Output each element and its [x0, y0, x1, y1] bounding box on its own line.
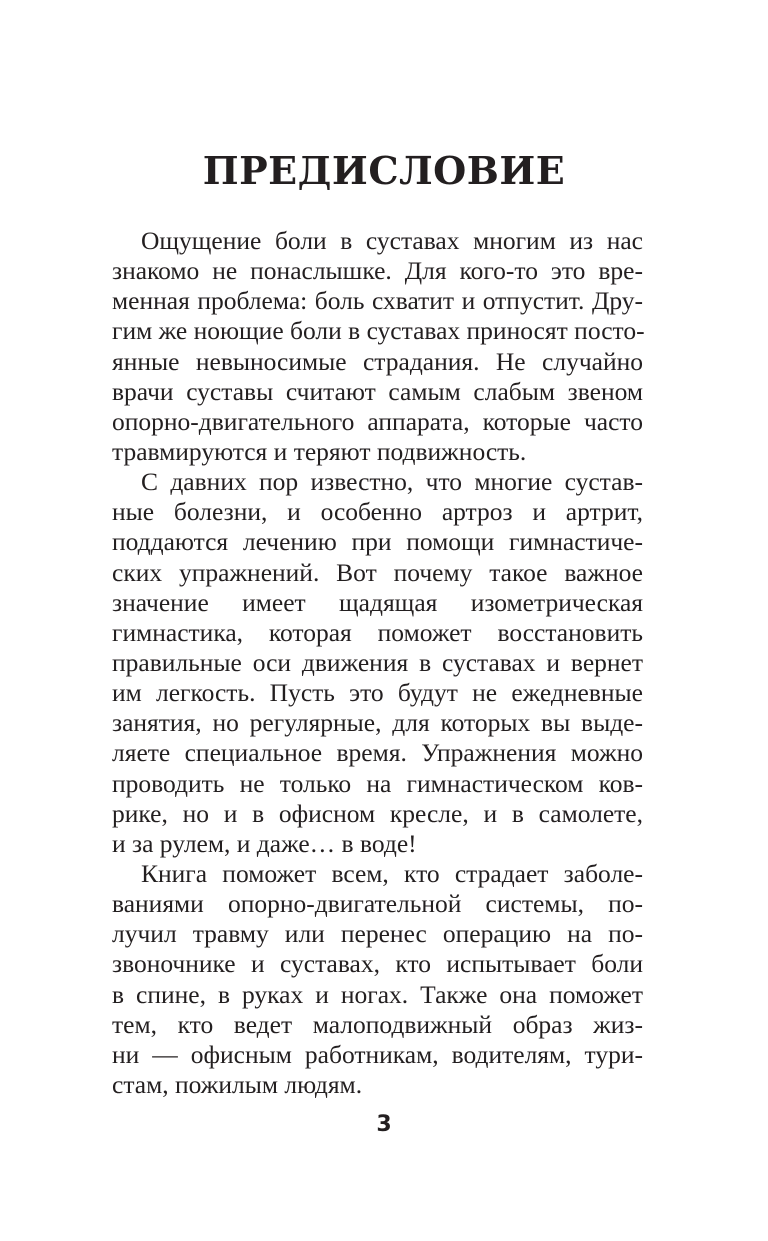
text-line: ляете специальное время. Упражнения можно [112, 738, 643, 768]
text-line: менная проблема: боль схватит и отпустит. Дру- [112, 286, 643, 316]
text-line: тем, кто ведет малоподвижный образ жиз- [112, 1009, 643, 1039]
text-line: поддаются лечению при помощи гимнастиче- [112, 527, 643, 557]
body-text [112, 226, 643, 1100]
text-line: знакомо не понаслышке. Для кого-то это вре- [112, 256, 643, 286]
text-line: им легкость. Пусть это будут не ежедневные [112, 678, 643, 708]
text-line: ни — офисным работникам, водителям, тури- [112, 1039, 643, 1069]
text-line: янные невыносимые страдания. Не случайно [112, 346, 643, 376]
text-line: врачи суставы считают самым слабым звеном [112, 376, 643, 406]
text-line: гимнастика, которая поможет восстановить [112, 617, 643, 647]
text-line: опорно-двигательного аппарата, которые часто [112, 406, 643, 436]
text-line: гим же ноющие боли в суставах приносят посто- [112, 316, 645, 346]
page-number: 3 [376, 1112, 392, 1137]
text-line: С давних пор известно, что многие сустав- [141, 467, 643, 497]
text-line: и за рулем, и даже… в воде! [112, 828, 417, 858]
text-line: Ощущение боли в суставах многим из нас [141, 226, 643, 255]
text-line: ные болезни, и особенно артроз и артрит, [112, 497, 643, 527]
text-line: травмируются и теряют подвижность. [112, 436, 527, 466]
text-line: Книга поможет всем, кто страдает заболе- [141, 858, 643, 888]
text-line: правильные оси движения в суставах и вернет [112, 647, 643, 677]
text-line: стам, пожилым людям. [112, 1069, 363, 1099]
text-line: рике, но и в офисном кресле, и в самолете, [112, 798, 643, 828]
text-line: занятия, но регулярные, для которых вы выде- [112, 708, 643, 738]
text-line: значение имеет щадящая изометрическая [112, 587, 643, 617]
text-line: ских упражнений. Вот почему такое важное [112, 557, 643, 587]
text-line: звоночнике и суставах, кто испытывает боли [112, 949, 643, 979]
text-line: в спине, в руках и ногах. Также она поможет [112, 979, 643, 1009]
text-line: ваниями опорно-двигательной системы, по- [112, 889, 643, 919]
text-line: проводить не только на гимнастическом ков- [112, 768, 643, 798]
text-line: лучил травму или перенес операцию на по- [112, 919, 643, 949]
page-title: ПРЕДИСЛОВИЕ [202, 148, 566, 193]
